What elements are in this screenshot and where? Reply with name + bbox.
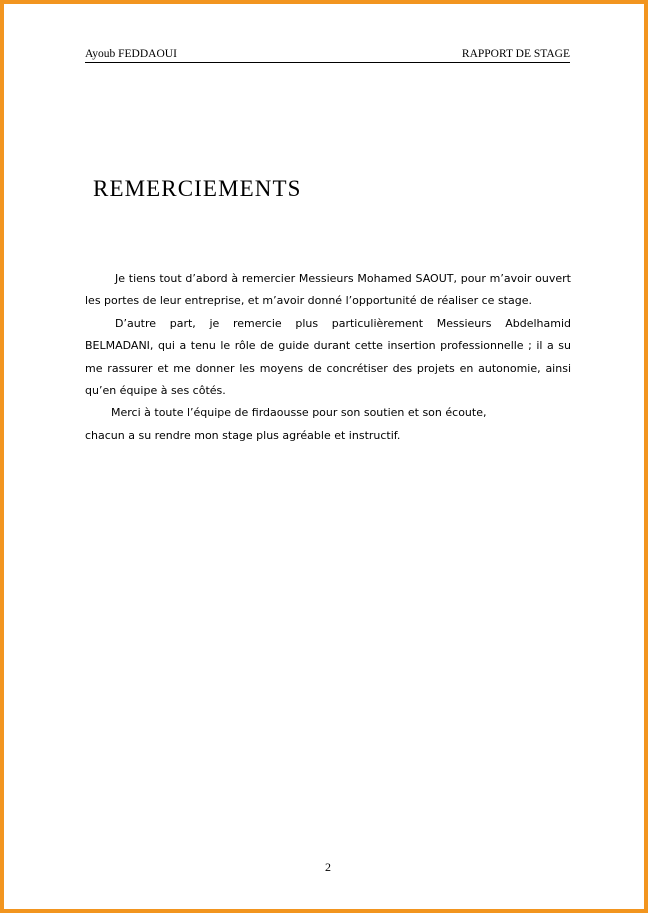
paragraph-3: Merci à toute l’équipe de firdaousse pour son soutien et son écoute, [111,406,487,420]
running-header [85,47,570,63]
acknowledgements-body [85,268,571,447]
page-number: 2 [325,860,331,874]
paragraph-2: D’autre part, je remercie plus particulièrement Messieurs Abdelhamid BELMADANI, qui a tenu le rôle de guide durant cette insertion professionnelle ; il a su me rassurer et me donner les moyens de concrétiser des projets en autonomie, ainsi qu’en équipe à ses côtés. [85,316,571,398]
paragraph-4: chacun a su rendre mon stage plus agréable et instructif. [85,428,401,442]
paragraph-1: Je tiens tout d’abord à remercier Messieurs Mohamed SAOUT, pour m’avoir ouvert les portes de leur entreprise, et m’avoir donné l’opportunité de réaliser ce stage. [85,272,571,308]
header-author: Ayoub FEDDAOUI [85,48,177,60]
page-title: REMERCIEMENTS [93,176,302,201]
header-report-type: RAPPORT DE STAGE [461,48,570,60]
